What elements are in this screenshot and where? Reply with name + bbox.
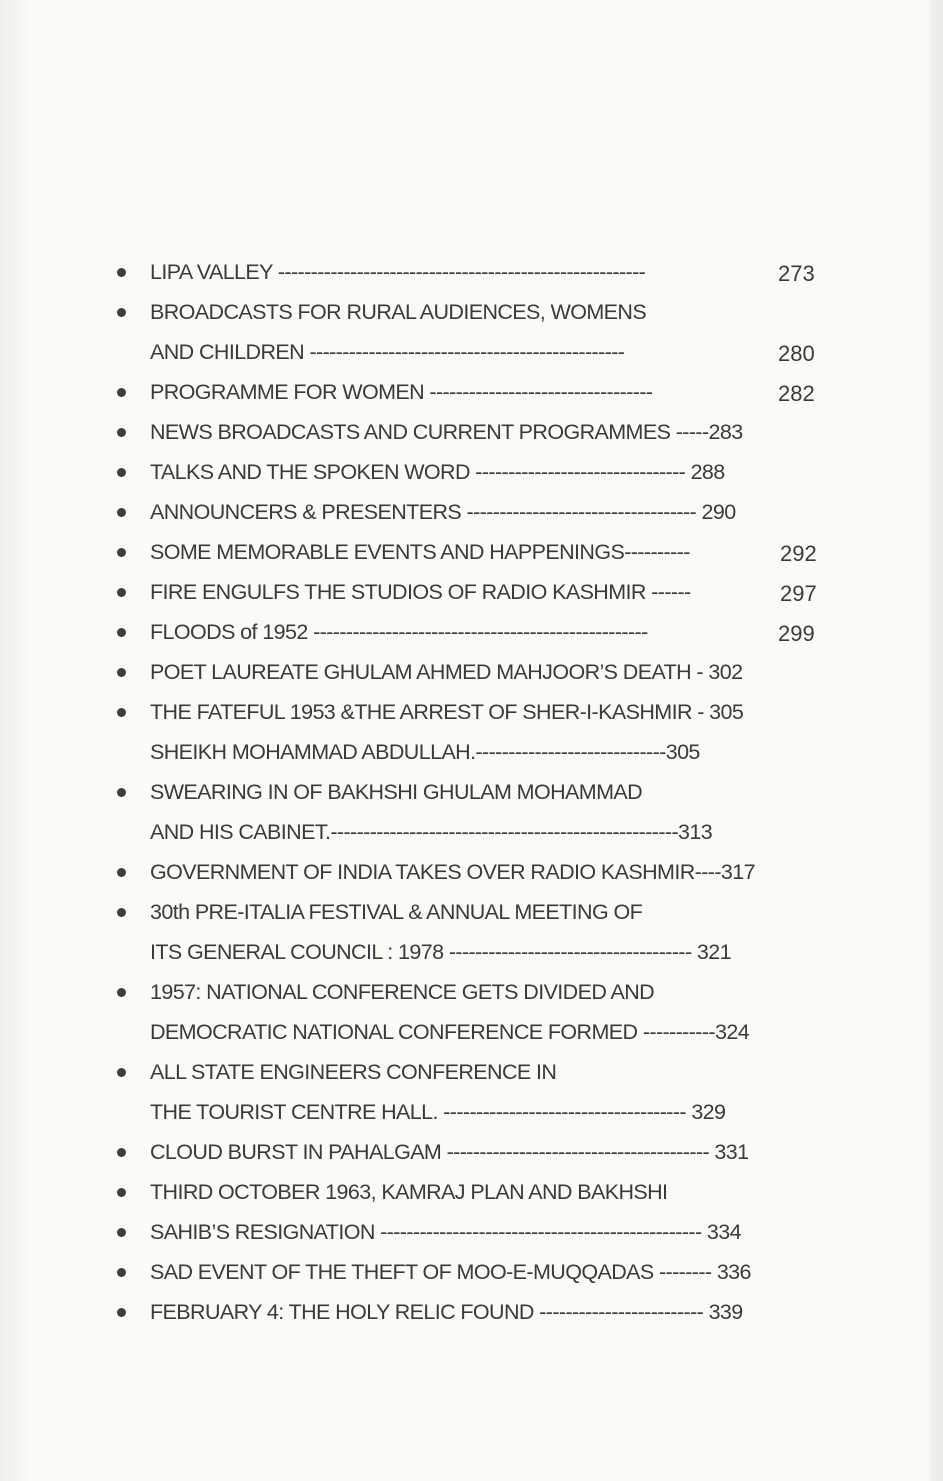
toc-entry — [112, 932, 842, 972]
toc-entry — [112, 1292, 842, 1332]
toc-page-number: 299 — [778, 621, 815, 646]
toc-entry — [112, 1052, 842, 1092]
toc-page-number: 292 — [780, 541, 817, 566]
toc-entry-title: AND HIS CABINET.-----------------------------------------------------313 — [150, 820, 713, 844]
toc-entry — [112, 612, 842, 652]
toc-entry-title: FIRE ENGULFS THE STUDIOS OF RADIO KASHMIR ------ — [150, 580, 691, 604]
bullet-icon — [117, 468, 126, 477]
toc-entry-title: BROADCASTS FOR RURAL AUDIENCES, WOMENS — [150, 300, 647, 324]
toc-entry-title: SOME MEMORABLE EVENTS AND HAPPENINGS---------- — [150, 540, 690, 564]
toc-entry-title: CLOUD BURST IN PAHALGAM ---------------------------------------- 331 — [150, 1140, 749, 1164]
bullet-icon — [117, 308, 126, 317]
bullet-icon — [117, 1228, 126, 1237]
toc-entry — [112, 1172, 842, 1212]
toc-entry — [112, 812, 842, 852]
bullet-icon — [117, 628, 126, 637]
toc-entry — [112, 1212, 842, 1252]
toc-entry — [112, 1012, 842, 1052]
toc-entry-title: THIRD OCTOBER 1963, KAMRAJ PLAN AND BAKHSHI — [150, 1180, 668, 1204]
toc-entry — [112, 1092, 842, 1132]
bullet-icon — [117, 908, 126, 917]
toc-entry — [112, 292, 842, 332]
toc-entry-title: ITS GENERAL COUNCIL : 1978 ------------------------------------- 321 — [150, 940, 731, 964]
bullet-icon — [117, 1308, 126, 1317]
bullet-icon — [117, 788, 126, 797]
bullet-icon — [117, 668, 126, 677]
table-of-contents — [112, 252, 842, 1332]
toc-entry — [112, 652, 842, 692]
toc-entry-title: DEMOCRATIC NATIONAL CONFERENCE FORMED -----------324 — [150, 1020, 750, 1044]
toc-entry — [112, 452, 842, 492]
toc-entry-title: FEBRUARY 4: THE HOLY RELIC FOUND ------------------------- 339 — [150, 1300, 743, 1324]
toc-page-number: 273 — [778, 261, 815, 286]
toc-entry — [112, 892, 842, 932]
toc-entry-title: AND CHILDREN ------------------------------------------------ — [150, 340, 625, 364]
toc-entry — [112, 412, 842, 452]
toc-entry-title: NEWS BROADCASTS AND CURRENT PROGRAMMES -----283 — [150, 420, 743, 444]
toc-entry-title: THE TOURIST CENTRE HALL. ------------------------------------- 329 — [150, 1100, 726, 1124]
bullet-icon — [117, 868, 126, 877]
toc-entry — [112, 572, 842, 612]
toc-entry — [112, 732, 842, 772]
toc-entry — [112, 692, 842, 732]
toc-entry-title: ALL STATE ENGINEERS CONFERENCE IN — [150, 1060, 557, 1084]
bullet-icon — [117, 588, 126, 597]
toc-entry — [112, 532, 842, 572]
toc-entry-title: POET LAUREATE GHULAM AHMED MAHJOOR’S DEATH - 302 — [150, 660, 743, 684]
toc-entry-title: ANNOUNCERS & PRESENTERS ----------------------------------- 290 — [150, 500, 736, 524]
toc-entry — [112, 492, 842, 532]
toc-entry — [112, 852, 842, 892]
toc-entry-title: 1957: NATIONAL CONFERENCE GETS DIVIDED AND — [150, 980, 655, 1004]
bullet-icon — [117, 1068, 126, 1077]
toc-entry-title: SAHIB’S RESIGNATION ------------------------------------------------- 334 — [150, 1220, 741, 1244]
toc-entry-title: GOVERNMENT OF INDIA TAKES OVER RADIO KASHMIR----317 — [150, 860, 755, 884]
toc-entry-title: SAD EVENT OF THE THEFT OF MOO-E-MUQQADAS -------- 336 — [150, 1260, 751, 1284]
toc-entry-title: LIPA VALLEY -------------------------------------------------------- — [150, 260, 646, 284]
bullet-icon — [117, 388, 126, 397]
toc-entry-title: SWEARING IN OF BAKHSHI GHULAM MOHAMMAD — [150, 780, 643, 804]
bullet-icon — [117, 548, 126, 557]
toc-page-number: 282 — [778, 381, 815, 406]
toc-page-number: 297 — [780, 581, 817, 606]
toc-entry — [112, 972, 842, 1012]
toc-entry-title: 30th PRE-ITALIA FESTIVAL & ANNUAL MEETING OF — [150, 900, 643, 924]
bullet-icon — [117, 508, 126, 517]
toc-entry-title: PROGRAMME FOR WOMEN ---------------------------------- — [150, 380, 653, 404]
toc-entry — [112, 772, 842, 812]
toc-entry — [112, 1132, 842, 1172]
toc-entry — [112, 1252, 842, 1292]
toc-entry — [112, 332, 842, 372]
toc-page-number: 280 — [778, 341, 815, 366]
bullet-icon — [117, 268, 126, 277]
bullet-icon — [117, 428, 126, 437]
bullet-icon — [117, 1148, 126, 1157]
bullet-icon — [117, 1188, 126, 1197]
toc-entry — [112, 252, 842, 292]
page-edge-right — [929, 0, 943, 1481]
bullet-icon — [117, 1268, 126, 1277]
bullet-icon — [117, 708, 126, 717]
toc-entry-title: THE FATEFUL 1953 &THE ARREST OF SHER-I-KASHMIR - 305 — [150, 700, 744, 724]
toc-entry — [112, 372, 842, 412]
toc-entry-title: TALKS AND THE SPOKEN WORD -------------------------------- 288 — [150, 460, 725, 484]
bullet-icon — [117, 988, 126, 997]
toc-entry-title: FLOODS of 1952 --------------------------------------------------- — [150, 620, 648, 644]
toc-entry-title: SHEIKH MOHAMMAD ABDULLAH.-----------------------------305 — [150, 740, 700, 764]
page-shadow-left — [0, 0, 30, 1481]
